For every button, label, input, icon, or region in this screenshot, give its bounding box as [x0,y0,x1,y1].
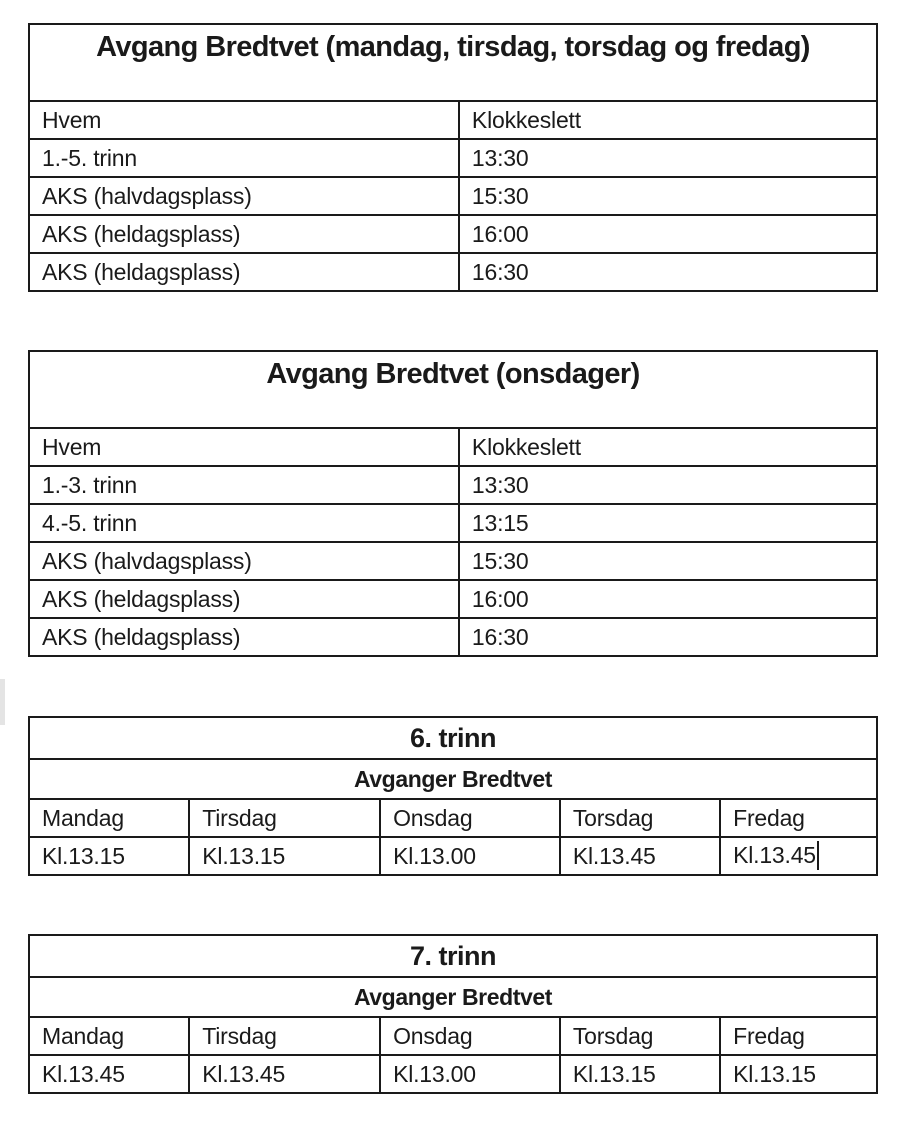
time-cell: 13:30 [459,139,877,177]
table-title: 6. trinn [29,717,877,759]
day-header-mandag: Mandag [29,799,189,837]
table-row [29,504,877,542]
time-cell: 16:00 [459,215,877,253]
who-cell: AKS (heldagsplass) [29,618,459,656]
table-row [29,1055,877,1093]
day-header-mandag: Mandag [29,1017,189,1055]
text-caret [817,841,819,870]
table-row [29,24,877,101]
time-cell: Kl.13.00 [380,837,560,875]
table-row [29,542,877,580]
table-row [29,977,877,1017]
time-cell: 16:00 [459,580,877,618]
table-subtitle: Avganger Bredtvet [29,977,877,1017]
day-header-torsdag: Torsdag [560,1017,720,1055]
table-grade-6 [28,716,878,876]
time-cell: 15:30 [459,542,877,580]
column-header-hvem: Hvem [29,101,459,139]
time-cell: 13:30 [459,466,877,504]
table-row [29,139,877,177]
day-header-fredag: Fredag [720,1017,877,1055]
day-header-onsdag: Onsdag [380,1017,560,1055]
time-cell: Kl.13.15 [29,837,189,875]
day-header-tirsdag: Tirsdag [189,799,380,837]
table-row [29,428,877,466]
table-title: Avgang Bredtvet (mandag, tirsdag, torsdag og fredag) [29,24,877,101]
table-row [29,759,877,799]
day-header-fredag: Fredag [720,799,877,837]
table-row [29,618,877,656]
table-avgang-wednesdays [28,350,878,657]
time-cell: 16:30 [459,253,877,291]
who-cell: AKS (halvdagsplass) [29,177,459,215]
who-cell: 1.-5. trinn [29,139,459,177]
day-header-onsdag: Onsdag [380,799,560,837]
time-cell: Kl.13.00 [380,1055,560,1093]
table-avgang-weekdays [28,23,878,292]
table-row [29,799,877,837]
day-header-tirsdag: Tirsdag [189,1017,380,1055]
table-row [29,351,877,428]
time-cell-active[interactable] [720,837,877,875]
who-cell: AKS (halvdagsplass) [29,542,459,580]
time-cell: Kl.13.15 [560,1055,720,1093]
scrollbar-fragment[interactable] [0,679,5,725]
day-header-torsdag: Torsdag [560,799,720,837]
who-cell: AKS (heldagsplass) [29,253,459,291]
table-row [29,177,877,215]
table-grade-7 [28,934,878,1094]
table-subtitle: Avganger Bredtvet [29,759,877,799]
table-row [29,935,877,977]
time-text: Kl.13.45 [733,842,816,869]
table-row [29,101,877,139]
who-cell: 4.-5. trinn [29,504,459,542]
time-cell: 15:30 [459,177,877,215]
time-cell: Kl.13.15 [720,1055,877,1093]
table-row [29,466,877,504]
who-cell: AKS (heldagsplass) [29,580,459,618]
who-cell: 1.-3. trinn [29,466,459,504]
table-row [29,253,877,291]
document-page [0,23,898,1146]
who-cell: AKS (heldagsplass) [29,215,459,253]
column-header-klokkeslett: Klokkeslett [459,101,877,139]
table-title: Avgang Bredtvet (onsdager) [29,351,877,428]
table-row [29,1017,877,1055]
time-cell: 13:15 [459,504,877,542]
time-cell: 16:30 [459,618,877,656]
time-cell: Kl.13.15 [189,837,380,875]
table-row [29,717,877,759]
table-row [29,215,877,253]
time-cell: Kl.13.45 [560,837,720,875]
time-cell: Kl.13.45 [189,1055,380,1093]
table-title: 7. trinn [29,935,877,977]
table-row [29,580,877,618]
time-cell: Kl.13.45 [29,1055,189,1093]
column-header-hvem: Hvem [29,428,459,466]
table-row [29,837,877,875]
column-header-klokkeslett: Klokkeslett [459,428,877,466]
